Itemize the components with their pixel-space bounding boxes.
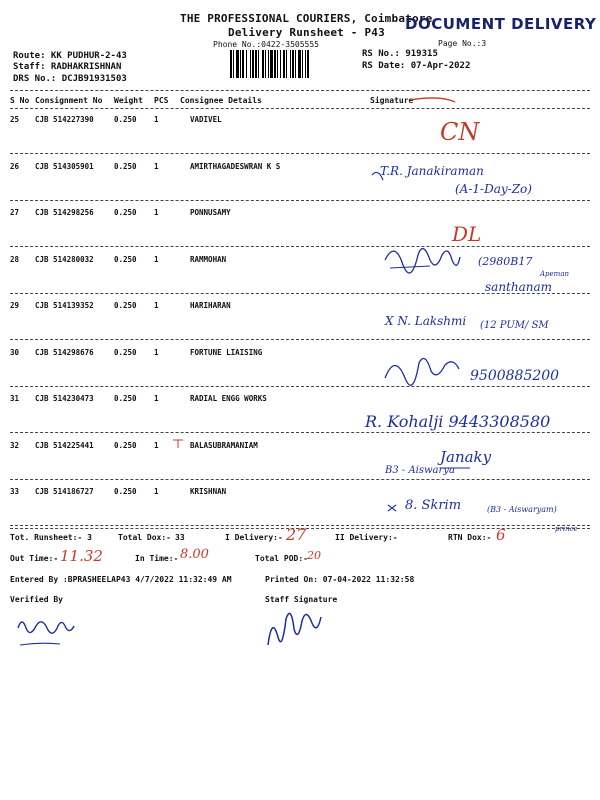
runsheet-title: Delivery Runsheet - P43 [228,26,385,39]
col-signature: Signature [370,96,414,105]
i-delivery-label: I Delivery:- [225,533,283,542]
row-weight: 0.250 [114,440,137,450]
row-consignment: CJB 514227390 [35,115,94,124]
row-sno: 28 [10,254,20,264]
row-consignee: FORTUNE LIAISING [190,347,263,357]
out-time-label: Out Time:- [10,554,59,563]
row-pcs: 1 [154,161,159,171]
row-sno: 27 [10,208,20,217]
row-consignee: RAMMOHAN [190,254,227,264]
row-weight: 0.250 [114,115,137,124]
handwritten-signature-32: Janaky [440,448,492,466]
out-time-value: 11.32 [60,547,103,565]
row-consignment: CJB 514230473 [35,394,94,403]
row-consignment: CJB 514298256 [35,208,94,217]
entered-by: Entered By :BPRASHEELAP43 4/7/2022 11:32:49 AM [10,575,232,584]
i-delivery-value: 27 [286,525,307,544]
row-consignment: CJB 514225441 [35,440,94,450]
col-sno: S No [10,96,30,105]
row-pcs: 1 [154,487,159,496]
total-pod-value: 20 [307,549,321,562]
handwritten-note-29: (12 PUM/ SM [480,320,549,331]
handwritten-dl: DL [452,222,482,246]
route: Route: KK PUDHUR-2-43 [13,51,127,61]
row-consignee: BALASUBRAMANIAM [190,440,258,450]
row-weight: 0.250 [114,208,137,217]
row-pcs: 1 [154,208,159,217]
row-pcs: 1 [154,254,159,264]
row-consignment: CJB 514186727 [35,487,94,496]
handwritten-cn: CN [440,118,480,146]
row-weight: 0.250 [114,254,137,264]
handwritten-signature-26: T.R. Janakiraman [380,164,484,178]
row-consignee: AMIRTHAGADESWRAN K S [190,161,281,171]
row-consignee: VADIVEL [190,115,222,124]
row-weight: 0.250 [114,161,137,171]
page-number: Page No.:3 [438,39,487,48]
row-sno: 33 [10,487,20,496]
phone-number: Phone No.:0422-3505555 [213,40,319,49]
row-sno: 31 [10,394,20,403]
col-pcs: PCS [154,96,169,105]
verified-by-label: Verified By [10,595,63,604]
handwritten-note-33c: prince [555,525,578,533]
row-consignee: PONNUSAMY [190,208,231,217]
handwritten-signature-33: 8. Skrim [405,498,462,513]
row-weight: 0.250 [114,487,137,496]
rtn-dox-label: RTN Dox:- [448,533,492,542]
row-consignee: KRISHNAN [190,487,227,496]
in-time-label: In Time:- [135,554,179,563]
handwritten-phone-30: 9500885200 [470,368,560,384]
in-time-value: 8.00 [180,547,209,562]
rs-number: RS No.: 919315 [362,49,438,59]
row-sno: 25 [10,115,20,124]
row-weight: 0.250 [114,347,137,357]
company-title: THE PROFESSIONAL COURIERS, Coimbatore [180,12,433,25]
handwritten-signature-29: X N. Lakshmi [385,314,467,328]
row-pcs: 1 [154,301,159,310]
handwritten-note-28b: Apeman [540,270,569,278]
row-consignment: CJB 514298676 [35,347,94,357]
row-pcs: 1 [154,394,159,403]
row-consignment: CJB 514280032 [35,254,94,264]
row-pcs: 1 [154,347,159,357]
total-pod-label: Total POD:- [255,554,308,563]
ii-delivery-label: II Delivery:- [335,533,398,542]
handwritten-note-33: (B3 - Aiswaryam) [487,505,557,514]
row-pcs: 1 [154,115,159,124]
handwritten-note-32: B3 - Aiswarya [385,465,455,476]
row-consignee: HARIHARAN [190,301,231,310]
row-sno: 29 [10,301,20,310]
handwritten-signature-31: R. Kohalji 9443308580 [365,412,551,431]
rs-date: RS Date: 07-Apr-2022 [362,61,471,71]
staff-name: Staff: RADHAKRISHNAN [13,62,122,72]
total-dox-label: Total Dox:- [118,533,171,542]
rtn-dox-value: 6 [496,526,506,544]
total-dox-value: 33 [175,533,185,542]
row-pcs: 1 [154,440,159,450]
row-consignment: CJB 514139352 [35,301,94,310]
row-consignee: RADIAL ENGG WORKS [190,394,267,403]
handwritten-note-28c: santhanam [485,280,553,294]
drs-number: DRS No.: DCJB91931503 [13,74,127,84]
row-weight: 0.250 [114,394,137,403]
row-sno: 32 [10,440,20,450]
document-delivery-stamp: DOCUMENT DELIVERY [405,15,597,33]
row-sno: 30 [10,347,20,357]
total-runsheet: Tot. Runsheet:- 3 [10,533,92,542]
printed-on: Printed On: 07-04-2022 11:32:58 [265,575,415,584]
handwritten-note-26: (A-1-Day-Zo) [455,182,532,196]
handwritten-note-28a: (2980B17 [478,255,533,268]
row-sno: 26 [10,161,20,171]
col-consignee: Consignee Details [180,96,262,105]
staff-signature-label: Staff Signature [265,595,338,604]
row-weight: 0.250 [114,301,137,310]
col-weight: Weight [114,96,143,105]
row-consignment: CJB 514305901 [35,161,94,171]
col-consignment: Consignment No [35,96,103,105]
